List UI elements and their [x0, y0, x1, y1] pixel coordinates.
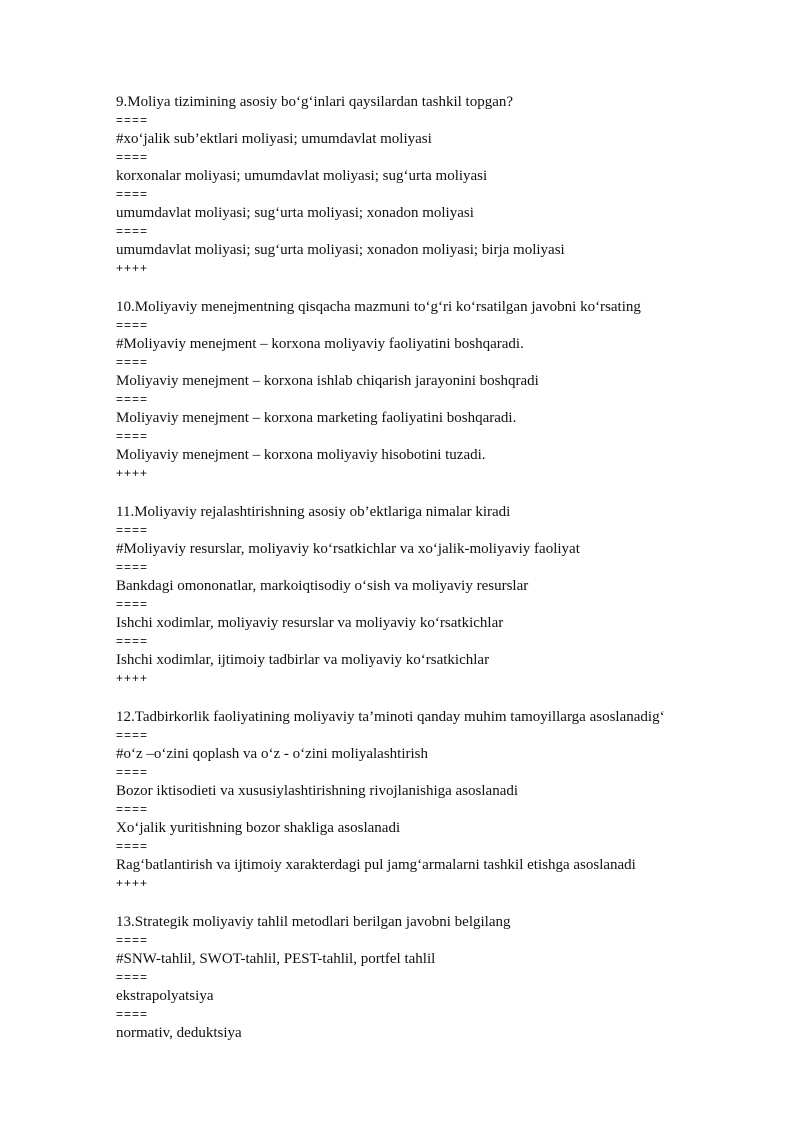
question-block	[116, 913, 756, 1042]
question-end-marker: ++++	[116, 671, 149, 685]
answer-option: Bozor iktisodieti va xususiylashtirishning rivojlanishiga asoslanadi	[116, 783, 519, 799]
question-block	[116, 298, 756, 483]
document-body	[116, 93, 756, 1062]
question-text: 11.Moliyaviy rejalashtirishning asosiy ob’ektlariga nimalar kiradi	[116, 504, 511, 520]
question-text: 12.Tadbirkorlik faoliyatining moliyaviy ta’minoti qanday muhim tamoyillarga asoslanadig‘	[116, 709, 665, 725]
question-text: 9.Moliya tizimining asosiy bo‘g‘inlari qaysilardan tashkil topgan?	[116, 94, 514, 110]
option-separator: ====	[116, 429, 149, 443]
option-separator: ====	[116, 187, 149, 201]
answer-option: Xo‘jalik yuritishning bozor shakliga asoslanadi	[116, 820, 401, 836]
correct-answer-option: #SNW-tahlil, SWOT-tahlil, PEST-tahlil, portfel tahlil	[116, 951, 436, 967]
question-end-marker: ++++	[116, 466, 149, 480]
correct-answer-option: #xo‘jalik sub’ektlari moliyasi; umumdavlat moliyasi	[116, 131, 432, 147]
answer-option: normativ, deduktsiya	[116, 1025, 242, 1041]
answer-option: korxonalar moliyasi; umumdavlat moliyasi; sug‘urta moliyasi	[116, 168, 488, 184]
option-separator: ====	[116, 728, 149, 742]
option-separator: ====	[116, 523, 149, 537]
answer-option: Rag‘batlantirish va ijtimoiy xarakterdagi pul jamg‘armalarni tashkil etishga asoslanadi	[116, 857, 636, 873]
question-text: 10.Moliyaviy menejmentning qisqacha mazmuni to‘g‘ri ko‘rsatilgan javobni ko‘rsating	[116, 299, 641, 315]
option-separator: ====	[116, 224, 149, 238]
answer-option: Ishchi xodimlar, moliyaviy resurslar va moliyaviy ko‘rsatkichlar	[116, 615, 504, 631]
option-separator: ====	[116, 802, 149, 816]
question-end-marker: ++++	[116, 876, 149, 890]
answer-option: Moliyaviy menejment – korxona moliyaviy hisobotini tuzadi.	[116, 447, 486, 463]
question-block	[116, 503, 756, 688]
question-text: 13.Strategik moliyaviy tahlil metodlari berilgan javobni belgilang	[116, 914, 511, 930]
option-separator: ====	[116, 560, 149, 574]
answer-option: ekstrapolyatsiya	[116, 988, 214, 1004]
question-end-marker: ++++	[116, 261, 149, 275]
option-separator: ====	[116, 113, 149, 127]
option-separator: ====	[116, 355, 149, 369]
answer-option: Moliyaviy menejment – korxona marketing faoliyatini boshqaradi.	[116, 410, 517, 426]
answer-option: umumdavlat moliyasi; sug‘urta moliyasi; xonadon moliyasi; birja moliyasi	[116, 242, 565, 258]
option-separator: ====	[116, 392, 149, 406]
option-separator: ====	[116, 970, 149, 984]
correct-answer-option: #Moliyaviy menejment – korxona moliyaviy faoliyatini boshqaradi.	[116, 336, 524, 352]
correct-answer-option: #o‘z –o‘zini qoplash va o‘z - o‘zini moliyalashtirish	[116, 746, 429, 762]
correct-answer-option: #Moliyaviy resurslar, moliyaviy ko‘rsatkichlar va xo‘jalik-moliyaviy faoliyat	[116, 541, 580, 557]
option-separator: ====	[116, 933, 149, 947]
answer-option: Bankdagi omononatlar, markoiqtisodiy o‘sish va moliyaviy resurslar	[116, 578, 529, 594]
question-block	[116, 708, 756, 893]
option-separator: ====	[116, 765, 149, 779]
option-separator: ====	[116, 839, 149, 853]
option-separator: ====	[116, 634, 149, 648]
answer-option: Ishchi xodimlar, ijtimoiy tadbirlar va moliyaviy ko‘rsatkichlar	[116, 652, 490, 668]
option-separator: ====	[116, 150, 149, 164]
answer-option: Moliyaviy menejment – korxona ishlab chiqarish jarayonini boshqradi	[116, 373, 539, 389]
option-separator: ====	[116, 1007, 149, 1021]
question-block	[116, 93, 756, 278]
answer-option: umumdavlat moliyasi; sug‘urta moliyasi; xonadon moliyasi	[116, 205, 474, 221]
option-separator: ====	[116, 318, 149, 332]
option-separator: ====	[116, 597, 149, 611]
